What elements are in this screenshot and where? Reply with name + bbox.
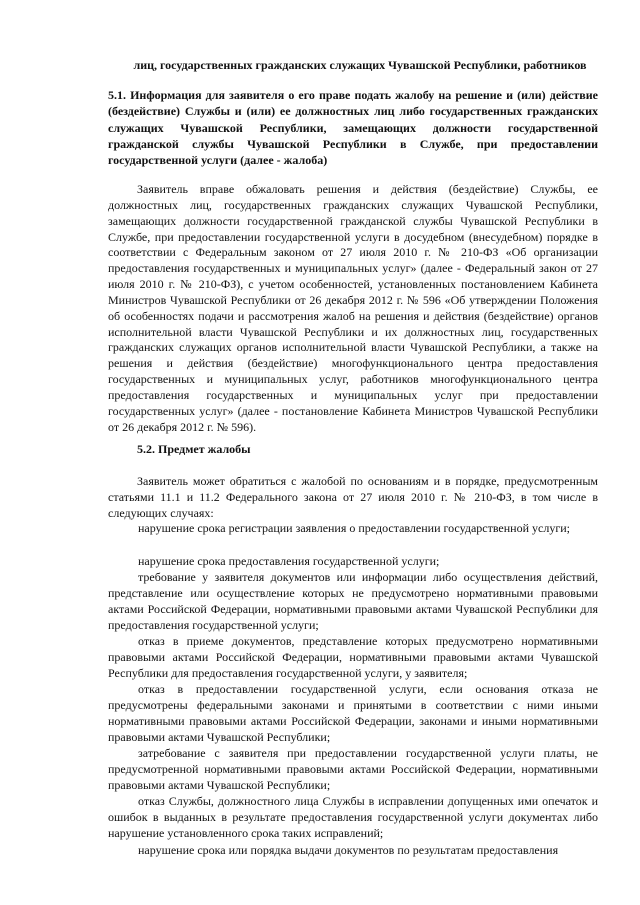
list-item: нарушение срока предоставления государственной услуги; [138, 554, 440, 568]
list-item: нарушение срока или порядка выдачи документов по результатам предоставления [138, 843, 559, 857]
section-5-2-heading: 5.2. Предмет жалобы [137, 442, 251, 456]
list-item: отказ Службы, должностного лица Службы в исправлении допущенных ими опечаток и ошибок в выданных в результате предоставления государственной услуги документах либо нарушение установленного срока таких исправлений; [108, 794, 598, 840]
continuation-line: лиц, государственных гражданских служащих Чувашской Республики, работников [133, 58, 587, 72]
list-item: требование у заявителя документов или информации либо осуществления действий, представление или осуществление которых не предусмотрено нормативными правовыми актами Российской Федерации, нормативными правовыми актами Чувашской Республики для предоставления государственной услуги; [108, 570, 598, 632]
list-item: отказ в предоставлении государственной услуги, если основания отказа не предусмотрены федеральными законами и принятыми в соответствии с ними иными нормативными правовыми актами Российской Федерации, законами и иными нормативными правовыми актами Чувашской Республики; [108, 682, 598, 744]
list-item: отказ в приеме документов, представление которых предусмотрено нормативными правовыми актами Российской Федерации, нормативными правовыми актами Чувашской Республики для предоставления государственной услуги, у заявителя; [108, 634, 598, 680]
section-5-1-heading: 5.1. Информация для заявителя о его праве подать жалобу на решение и (или) действие (бездействие) Службы и (или) ее должностных лиц либо государственных гражданских служащих Чувашской Республики, замещающих должности государственной гражданской службы Чувашской Республики в Службе, при предоставлении государственной услуги (далее - жалоба) [108, 88, 598, 168]
section-5-1-paragraph: Заявитель вправе обжаловать решения и действия (бездействие) Службы, ее должностных лиц, государственных гражданских служащих Чувашской Республики, замещающих должности государственной гражданской службы Чувашской Республики в Службе, при предоставлении государственной услуги в досудебном (внесудебном) порядке в соответствии с Федеральным законом от 27 июля 2010 г. № 210-ФЗ «Об организации предоставления государственных и муниципальных услуг» (далее - Федеральный закон от 27 июля 2010 г. № 210-ФЗ), с учетом особенностей, установленных постановлением Кабинета Министров Чувашской Республики от 26 декабря 2012 г. № 596 «Об утверждении Положения об особенностях подачи и рассмотрения жалоб на решения и действия (бездействие) органов исполнительной власти Чувашской Республики и их должностных лиц, государственных гражданских служащих органов исполнительной власти Чувашской Республики, а также на решения и действия (бездействие) многофункционального центра предоставления государственных и муниципальных услуг, работников многофункционального центра предоставления государственных и муниципальных услуг при предоставлении государственных услуг» (далее - постановление Кабинета Министров Чувашской Республики от 26 декабря 2012 г. № 596). [108, 182, 598, 434]
section-5-2-paragraph: Заявитель может обратиться с жалобой по основаниям и в порядке, предусмотренным статьями 11.1 и 11.2 Федерального закона от 27 июля 2010 г. № 210-ФЗ, в том числе в следующих случаях: [108, 474, 598, 520]
list-item: затребование с заявителя при предоставлении государственной услуги платы, не предусмотренной нормативными правовыми актами Российской Федерации, нормативными правовыми актами Чувашской Республики; [108, 746, 598, 792]
list-item: нарушение срока регистрации заявления о предоставлении государственной услуги; [138, 521, 571, 535]
